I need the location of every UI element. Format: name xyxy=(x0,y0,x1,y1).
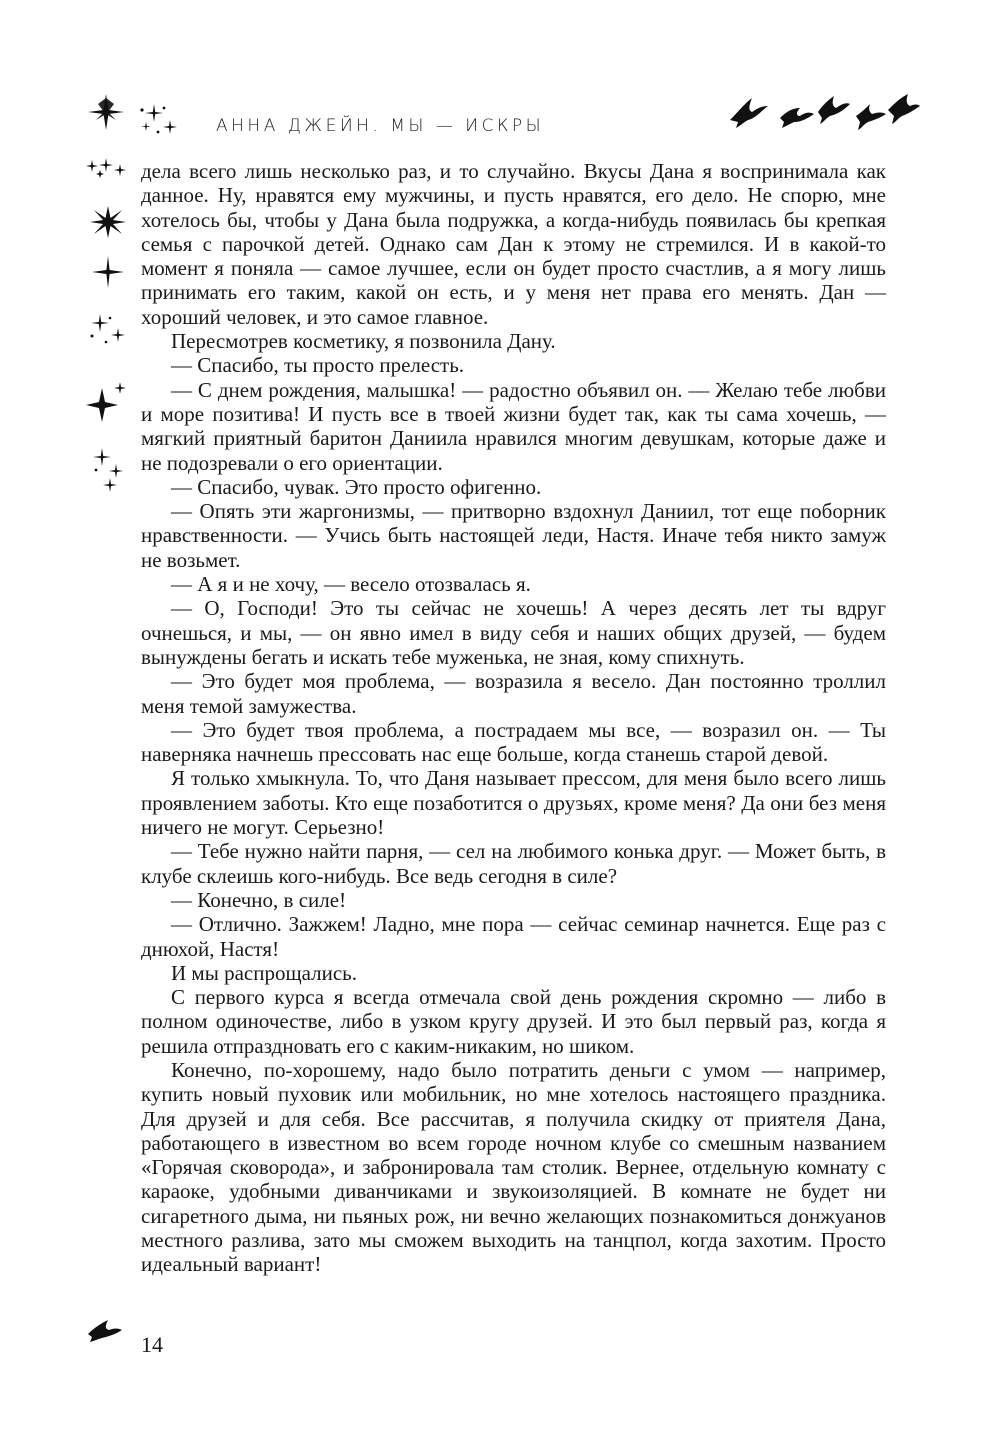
paragraph: Я только хмыкнула. То, что Даня называет прессом, для меня было всего лишь проявлением заботы. Кто еще позаботится о друзьях, кроме меня? Да они без меня ничего не могут. Серьезно! xyxy=(141,766,886,840)
paragraph: — О, Господи! Это ты сейчас не хочешь! А через десять лет ты вдруг очнешься, и мы, — он явно имел в виду себя и наших общих друзей, — будем вынуждены бегать и искать тебе муженька, не зная, кому спихнуть. xyxy=(141,596,886,669)
paragraph: — А я и не хочу, — весело отозвалась я. xyxy=(171,572,531,597)
sparkle-stars-icon xyxy=(84,90,184,150)
swallows-icon xyxy=(722,90,922,134)
paragraph: — Это будет моя проблема, — возразила я весело. Дан постоянно троллил меня темой замужества. xyxy=(141,669,886,718)
paragraph: — Отлично. Зажжем! Ладно, мне пора — сейчас семинар начнется. Еще раз с днюхой, Настя! xyxy=(141,912,886,961)
paragraph: — Конечно, в силе! xyxy=(171,887,347,912)
running-title: АННА ДЖЕЙН. МЫ — ИСКРЫ xyxy=(216,116,545,136)
swallow-icon xyxy=(84,1316,124,1342)
paragraph: — Тебе нужно найти парня, — сел на любимого конька друг. — Может быть, в клубе склеишь кого-нибудь. Все ведь сегодня в силе? xyxy=(141,839,886,888)
paragraph: Конечно, по-хорошему, надо было потратить деньги с умом — например, купить новый пуховик или мобильник, но мне хотелось настоящего праздника. Для друзей и для себя. Все рассчитав, я получила скидку от приятеля Дана, работающего в известном во всем городе ночном клубе со смешным названием «Горячая сковорода», и забронировала там столик. Вернее, отдельную комнату с караоке, удобными диванчиками и звукоизоляцией. В комнате не будет ни сигаретного дыма, ни пьяных рож, ни вечно желающих познакомиться донжуанов местного разлива, зато мы сможем выходить на танцпол, когда захотим. Просто идеальный вариант! xyxy=(141,1057,886,1277)
margin-stars-icon xyxy=(80,150,140,500)
paragraph: — Спасибо, ты просто прелесть. xyxy=(171,353,465,378)
page-number: 14 xyxy=(141,1332,163,1357)
paragraph: И мы распрощались. xyxy=(171,960,357,985)
paragraph: — Опять эти жаргонизмы, — притворно вздохнул Даниил, тот еще поборник нравственности. — Учись быть настоящей леди, Настя. Иначе тебя никто замуж не возьмет. xyxy=(141,499,886,572)
body-text xyxy=(141,159,886,1277)
paragraph: Пересмотрев косметику, я позвонила Дану. xyxy=(171,329,556,354)
paragraph: — Спасибо, чувак. Это просто офигенно. xyxy=(171,474,542,499)
paragraph: — С днем рождения, малышка! — радостно объявил он. — Желаю тебе любви и море позитива! И пусть все в твоей жизни будет так, как ты сама хочешь, — мягкий приятный баритон Даниила нравился многим девушкам, которые даже и не подозревали о его ориентации. xyxy=(141,377,886,475)
paragraph: С первого курса я всегда отмечала свой день рождения скромно — либо в полном одиночестве, либо в узком кругу друзей. И это был первый раз, когда я решила отпраздновать его с каким-никаким, но шиком. xyxy=(141,985,886,1058)
paragraph: дела всего лишь несколько раз, и то случайно. Вкусы Дана я воспринимала как данное. Ну, нравятся ему мужчины, и пусть нравятся, его дело. Не спорю, мне хотелось бы, чтобы у Дана была подружка, а когда-нибудь появилась бы крепкая семья с парочкой детей. Однако сам Дан к этому не стремился. И в какой-то момент я поняла — самое лучшее, если он будет просто счастлив, а я могу лишь принимать его таким, какой он есть, и у меня нет права его менять. Дан — хороший человек, и это самое главное. xyxy=(141,159,886,329)
paragraph: — Это будет твоя проблема, а пострадаем мы все, — возразил он. — Ты наверняка начнешь прессовать нас еще больше, когда станешь старой девой. xyxy=(141,717,886,767)
